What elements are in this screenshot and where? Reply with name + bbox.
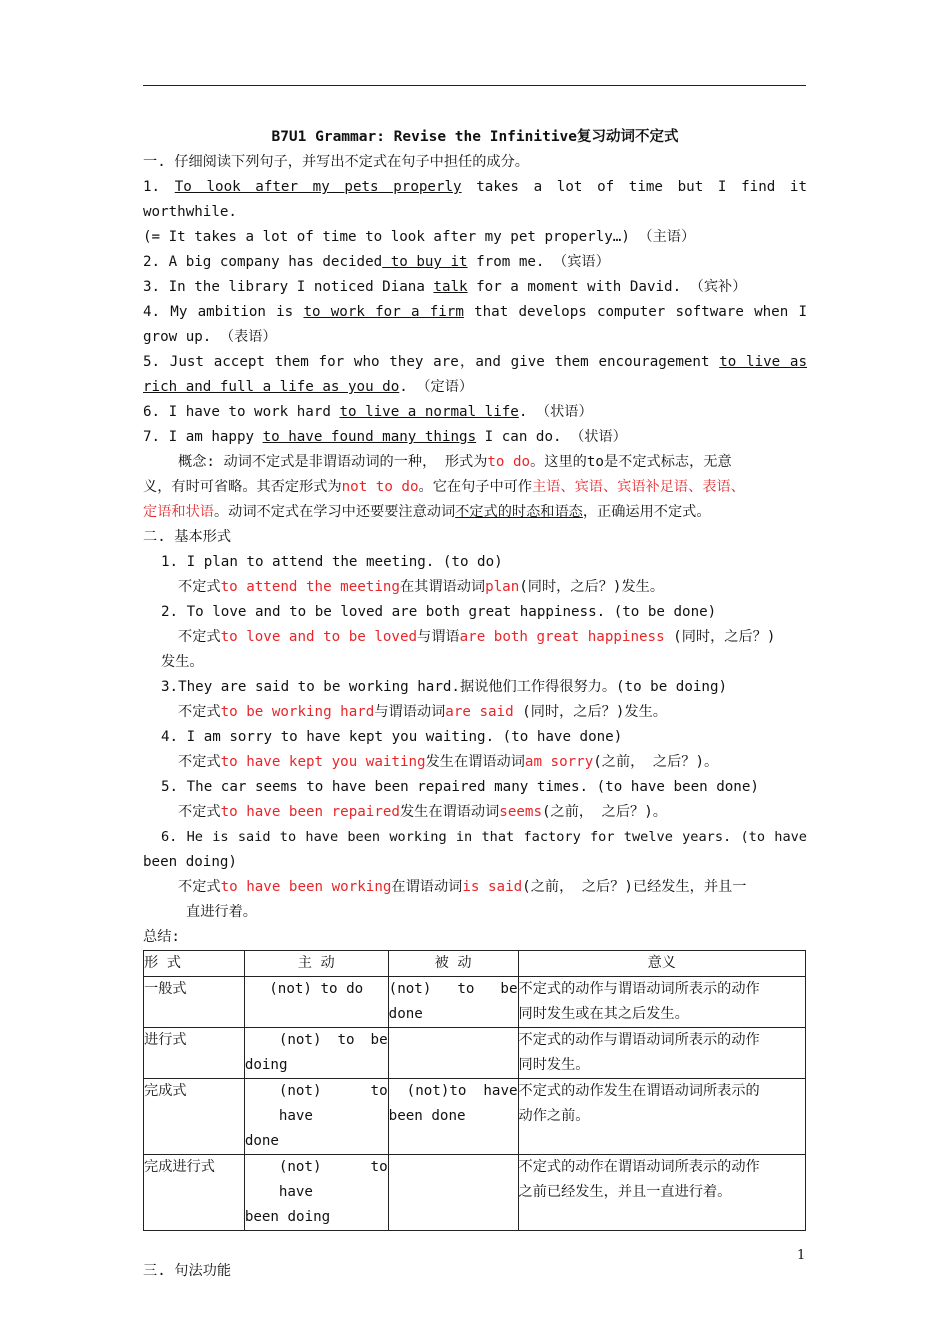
document-body	[143, 125, 807, 1284]
form-example-2: 2. To love and to be loved are both great happiness. (to be done)	[161, 604, 717, 620]
table-header-meaning: 意义	[518, 951, 805, 977]
sentence-5-line2: rich and full a life as you do. （定语）	[143, 379, 474, 395]
table-cell-form: 进行式	[144, 1028, 245, 1079]
table-cell-active: (not) to have done	[244, 1079, 388, 1155]
form-example-6-line2: been doing)	[143, 854, 237, 870]
table-header-passive: 被 动	[388, 951, 518, 977]
page-number: 1	[797, 1248, 806, 1263]
sentence-4-line2: grow up. （表语）	[143, 329, 277, 345]
table-header-form: 形 式	[144, 951, 245, 977]
section3-heading: 三. 句法功能	[143, 1263, 232, 1279]
form-explain-2-line2: 发生。	[161, 654, 204, 670]
form-explain-1: 不定式to attend the meeting在其谓语动词plan(同时，之后？)发生。	[178, 579, 665, 595]
concept-line-2: 义，有时可省略。其否定形式为not to do。它在句子中可作主语、宾语、宾语补足语、表语、	[143, 479, 745, 495]
sentence-1: 1. To look after my pets properly takes a lot of time but I find it worthwhile.	[143, 179, 808, 220]
table-row	[144, 977, 806, 1028]
sentence-1-line2: (= It takes a lot of time to look after my pet properly…) （主语）	[143, 229, 696, 245]
table-cell-passive: (not) to be done	[388, 977, 518, 1028]
sentence-3: 3. In the library I noticed Diana talk for a moment with David. （宾补）	[143, 279, 747, 295]
form-explain-4: 不定式to have kept you waiting发生在谓语动词am sorry(之前， 之后？)。	[178, 754, 719, 770]
table-cell-form: 一般式	[144, 977, 245, 1028]
sentence-7: 7. I am happy to have found many things I can do. （状语）	[143, 429, 627, 445]
form-example-6: 6. He is said to have been working in that factory for twelve years. (to have	[161, 829, 807, 845]
sentence-4: 4. My ambition is to work for a firm that develops computer software when I	[143, 304, 808, 320]
summary-label: 总结:	[143, 929, 180, 945]
concept-line-3: 定语和状语。动词不定式在学习中还要要注意动词不定式的时态和语态，正确运用不定式。	[143, 504, 711, 520]
table-cell-passive	[388, 1155, 518, 1231]
table-cell-passive	[388, 1028, 518, 1079]
form-explain-2: 不定式to love and to be loved与谓语are both great happiness (同时，之后？)	[178, 629, 776, 645]
form-example-3: 3.They are said to be working hard.据说他们工作得很努力。(to be doing)	[161, 679, 728, 695]
table-cell-form: 完成进行式	[144, 1155, 245, 1231]
table-row	[144, 1155, 806, 1231]
table-row	[144, 1028, 806, 1079]
header-rule	[143, 85, 806, 86]
table-cell-active: (not) to do	[244, 977, 388, 1028]
form-explain-6: 不定式to have been working在谓语动词is said(之前， 之后？)已经发生，并且一	[178, 879, 747, 895]
sentence-5: 5. Just accept them for who they are，and give them encouragement to live as	[143, 354, 807, 370]
form-example-1: 1. I plan to attend the meeting. (to do)	[161, 554, 503, 570]
table-header-active: 主 动	[244, 951, 388, 977]
table-cell-meaning: 不定式的动作发生在谓语动词所表示的 动作之前。	[518, 1079, 805, 1155]
section1-heading: 一. 仔细阅读下列句子，并写出不定式在句子中担任的成分。	[143, 154, 529, 170]
table-cell-active: (not) to have been doing	[244, 1155, 388, 1231]
table-cell-meaning: 不定式的动作与谓语动词所表示的动作 同时发生或在其之后发生。	[518, 977, 805, 1028]
table-cell-passive: (not)to have been done	[388, 1079, 518, 1155]
table-cell-active: (not) to be doing	[244, 1028, 388, 1079]
table-cell-form: 完成式	[144, 1079, 245, 1155]
table-row	[144, 1079, 806, 1155]
concept-line-1: 概念: 动词不定式是非谓语动词的一种， 形式为to do。这里的to是不定式标志，无意	[178, 454, 732, 470]
form-explain-3: 不定式to be working hard与谓语动词are said (同时，之后？)发生。	[178, 704, 667, 720]
form-example-4: 4. I am sorry to have kept you waiting. (to have done)	[161, 729, 623, 745]
form-explain-6-line2: 直进行着。	[186, 904, 257, 920]
sentence-2: 2. A big company has decided to buy it from me. （宾语）	[143, 254, 610, 270]
infinitive-forms-table	[143, 950, 806, 1231]
section2-heading: 二. 基本形式	[143, 529, 232, 545]
form-explain-5: 不定式to have been repaired发生在谓语动词seems(之前， 之后？)。	[178, 804, 667, 820]
table-cell-meaning: 不定式的动作在谓语动词所表示的动作 之前已经发生，并且一直进行着。	[518, 1155, 805, 1231]
form-example-5: 5. The car seems to have been repaired many times. (to have been done)	[161, 779, 759, 795]
page-title: B7U1 Grammar: Revise the Infinitive复习动词不定式	[271, 129, 679, 145]
table-cell-meaning: 不定式的动作与谓语动词所表示的动作 同时发生。	[518, 1028, 805, 1079]
sentence-6: 6. I have to work hard to live a normal life. （状语）	[143, 404, 593, 420]
table-header-row	[144, 951, 806, 977]
